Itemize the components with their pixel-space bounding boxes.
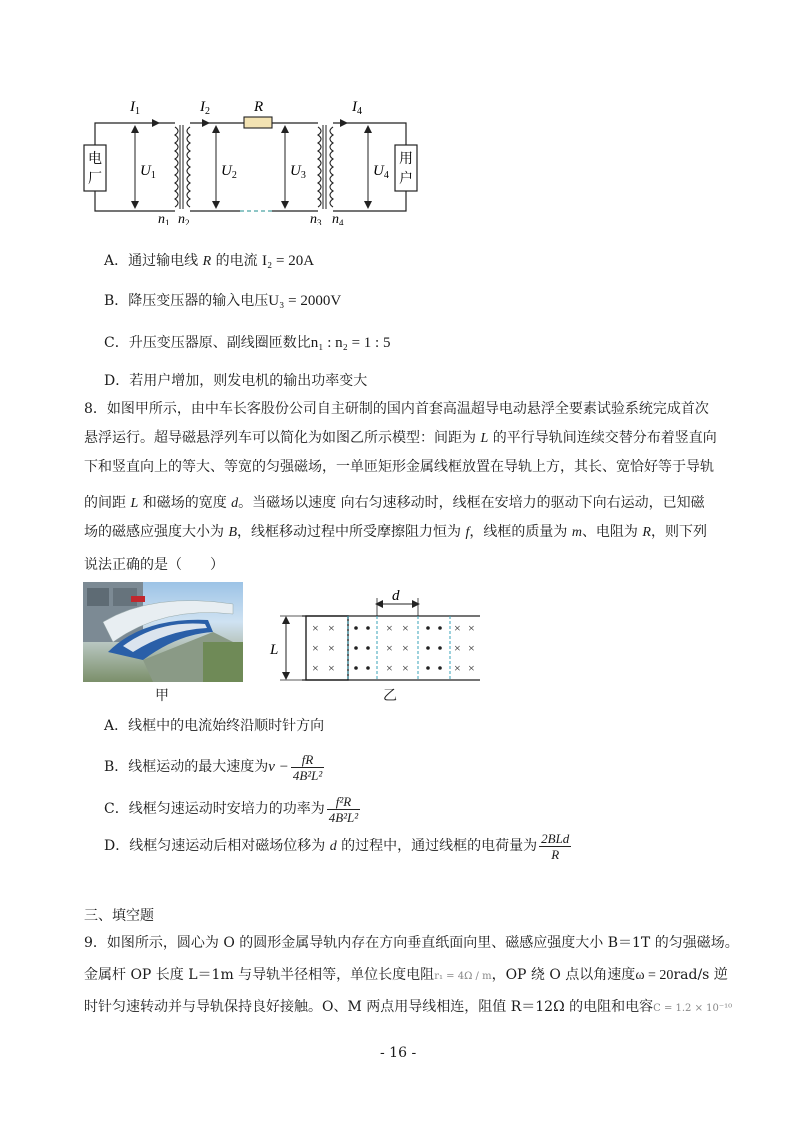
section-heading-fill-in: 三、填空题 — [84, 908, 154, 924]
svg-text:×: × — [454, 641, 461, 655]
maglev-train-photo — [83, 582, 243, 682]
q8-stem-line-1: 8．如图甲所示，由中车长客股份公司自主研制的国内首套高温超导电动悬浮全要素试验系统完成首次 — [84, 401, 709, 417]
n3-label: $n_3$ — [310, 212, 322, 225]
transmission-circuit-diagram — [80, 95, 420, 225]
figure-yi-caption: 乙 — [383, 688, 397, 704]
svg-text:×: × — [386, 661, 393, 675]
power-plant-label-2: 厂 — [88, 172, 102, 187]
q8-option-a: A．线框中的电流始终沿顺时针方向 — [104, 718, 325, 734]
q7-option-a: A．通过输电线 R 的电流 I₂ = 20A — [104, 253, 315, 269]
q8-stem-line-4: 的间距 L 和磁场的宽度 d。当磁场以速度 向右匀速移动时，线框在安培力的驱动下向右运动，已知磁 — [84, 495, 705, 511]
q7-option-d: D．若用户增加，则发电机的输出功率变大 — [104, 373, 368, 389]
q8-stem-line-2: 悬浮运行。超导磁悬浮列车可以简化为如图乙所示模型：间距为 L 的平行导轨间连续交替分布着竖直向 — [84, 430, 717, 446]
svg-text:×: × — [312, 641, 319, 655]
q7-option-c: C．升压变压器原、副线圈匝数比n₁ : n₂ = 1 : 5 — [104, 335, 391, 351]
power-plant-label-1: 电 — [88, 152, 102, 167]
u2-label: $U_2$ — [221, 163, 237, 181]
n1-label: $n_1$ — [158, 212, 170, 225]
svg-text:×: × — [328, 661, 335, 675]
svg-text:×: × — [468, 661, 475, 675]
svg-text:×: × — [386, 641, 393, 655]
q8-stem-line-5: 场的磁感应强度大小为 B，线框移动过程中所受摩擦阻力恒为 f，线框的质量为 m、电阻为 R，则下列 — [84, 524, 707, 540]
magnetic-field-model-diagram — [268, 588, 482, 684]
i2-label: $I_2$ — [200, 99, 210, 117]
q8-stem-line-6: 说法正确的是（ ） — [84, 557, 224, 573]
page-number: - 16 - — [380, 1045, 417, 1061]
resistor-label: R — [254, 99, 264, 115]
user-label-2: 户 — [399, 172, 413, 187]
n2-label: $n_2$ — [178, 212, 190, 225]
q7-option-b: B．降压变压器的输入电压U₃ = 2000V — [104, 293, 342, 309]
fig-length-label: L — [270, 642, 279, 658]
u1-label: $U_1$ — [140, 163, 156, 181]
q8-stem-line-3: 下和竖直向上的等大、等宽的匀强磁场，一单匝矩形金属线框放置在导轨上方，其长、宽恰好等于导轨 — [84, 459, 714, 475]
u4-label: $U_4$ — [373, 163, 389, 181]
svg-text:×: × — [454, 661, 461, 675]
n4-label: $n_4$ — [332, 212, 344, 225]
svg-text:×: × — [402, 661, 409, 675]
svg-text:×: × — [328, 621, 335, 635]
svg-text:×: × — [454, 621, 461, 635]
q9-stem-line-1: 9．如图所示，圆心为 O 的圆形金属导轨内存在方向垂直纸面向里、磁感应强度大小 B＝1T 的匀强磁场。 — [84, 935, 739, 951]
i1-label: $I_1$ — [130, 99, 140, 117]
svg-text:×: × — [328, 641, 335, 655]
svg-text:×: × — [468, 641, 475, 655]
q8-option-d: D．线框匀速运动后相对磁场位移为 d 的过程中，通过线框的电荷量为 $\frac{\text{2BLd}}{R}$ — [104, 830, 570, 862]
svg-text:×: × — [312, 661, 319, 675]
q9-stem-line-2: 金属杆 OP 长度 L＝1m 与导轨半径相等，单位长度电阻r₁ = 4Ω / m，OP 绕 O 点以角速度ω = 20rad/s 逆 — [84, 967, 728, 983]
fig-width-label: d — [392, 588, 400, 604]
q8-option-b: B．线框运动的最大速度为v − $\frac{fR}{\text{4B²L²}}$ — [104, 751, 323, 783]
i4-label: $I_4$ — [352, 99, 362, 117]
svg-text:×: × — [402, 621, 409, 635]
figure-jia-caption: 甲 — [155, 688, 169, 704]
svg-text:×: × — [402, 641, 409, 655]
q9-stem-line-3: 时针匀速转动并与导轨保持良好接触。O、M 两点用导线相连，阻值 R＝12Ω 的电阻和电容C = 1.2 × 10⁻¹⁰ — [84, 999, 733, 1015]
svg-text:×: × — [312, 621, 319, 635]
svg-text:×: × — [386, 621, 393, 635]
user-label-1: 用 — [399, 152, 413, 167]
u3-label: $U_3$ — [290, 163, 306, 181]
svg-text:×: × — [468, 621, 475, 635]
q8-option-c: C．线框匀速运动时安培力的功率为 $\frac{\text{f²R}}{\text{4B²L²}}$ — [104, 793, 359, 825]
